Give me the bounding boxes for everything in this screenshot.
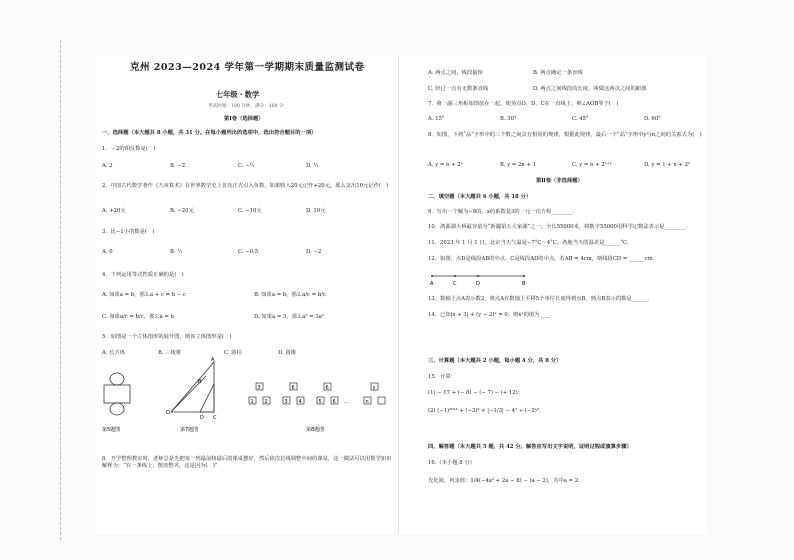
option: B. 三棱锥 bbox=[158, 350, 182, 356]
figure-caption: 第5题图 bbox=[102, 427, 121, 433]
option: C. y = n + 2ⁿ⁺¹ bbox=[572, 162, 612, 168]
grid-number: 6 bbox=[291, 385, 295, 391]
question-15: 15．计算： bbox=[428, 374, 456, 380]
column-divider bbox=[398, 56, 399, 534]
option: D. ½ bbox=[306, 163, 319, 169]
point-label: D bbox=[476, 281, 480, 287]
grid-number: 6 bbox=[325, 385, 329, 391]
option: C. −½ bbox=[238, 163, 255, 169]
point-label: D bbox=[200, 415, 204, 421]
question-5: 5．如图是一个立体图形的展开图，则该立体图形是( ) bbox=[102, 334, 232, 340]
question-15-2: (2) (−1)²⁰²⁴ + (−3)² × |−1/3| − 4² ÷ (−2)³． bbox=[428, 408, 545, 414]
option: B. 如果a = b，那么a/c = b/c bbox=[254, 292, 326, 298]
set-square-figure bbox=[171, 362, 214, 412]
grid-number: 6 bbox=[332, 399, 336, 405]
figures-row bbox=[96, 356, 396, 436]
grid-number: 3 bbox=[284, 399, 288, 405]
options-1 bbox=[102, 163, 374, 170]
option: A. 如果a = b，那么a + c = b − c bbox=[102, 292, 186, 298]
point-label: B bbox=[522, 281, 526, 287]
option: D. 两点之间线段的长度，叫做这两点之间的距离 bbox=[533, 86, 647, 92]
cylinder-net-figure bbox=[104, 373, 130, 415]
grid-number: 1 bbox=[250, 399, 254, 405]
option: C. −10元 bbox=[238, 208, 262, 214]
section2-heading: 二、填空题（本大题共 6 小题，共 18 分） bbox=[428, 194, 532, 200]
option: C. 经过一点有无数条直线 bbox=[428, 86, 489, 92]
exam-page bbox=[96, 56, 706, 534]
question-16-body: 先化简，再求值：1/4(−4a² + 2a − 8) − (a − 2)，其中a = 2． bbox=[428, 478, 584, 484]
question-11: 11．2023 年 1 月 1 日，北京当天气温是−7°C～4°C，各地当天的温差是______°C． bbox=[428, 240, 633, 246]
point-label: O bbox=[166, 410, 170, 416]
grid-number: 2 bbox=[264, 399, 268, 405]
option: B. −2 bbox=[170, 163, 186, 169]
option: C. 圆柱 bbox=[224, 350, 242, 356]
option: D. 10元 bbox=[306, 208, 326, 214]
option: A. 2 bbox=[102, 163, 113, 169]
question-1: 1．－2的相反数是( ) bbox=[102, 146, 156, 152]
point-label: B bbox=[198, 379, 202, 385]
option: B. y = 2n + 1 bbox=[500, 162, 537, 168]
options-3 bbox=[102, 249, 374, 256]
grade-subject: 七年级・数学 bbox=[216, 90, 260, 99]
question-3: 3．比−1小的数是( ) bbox=[102, 229, 155, 235]
option: A. 15° bbox=[428, 116, 445, 122]
option: A. y = n + 2ⁿ bbox=[428, 162, 463, 168]
option: C. 45° bbox=[572, 116, 589, 122]
section3-heading: 三、计算题（本大题共 2 小题，每小题 4 分，共 8 分） bbox=[428, 358, 562, 364]
ellipsis-dots: … bbox=[344, 399, 349, 405]
binding-margin bbox=[34, 40, 61, 540]
question-16: 16.（本小题 8 分） bbox=[428, 460, 475, 466]
option: D. −2 bbox=[306, 249, 322, 255]
question-12: 12．如图，点D是线段AB的中点，C是线段AD的中点，若AB = 4cm，则线段CD = ______cm． bbox=[428, 256, 659, 262]
grid-number: y bbox=[372, 385, 376, 391]
exam-meta: 考试时间：100 分钟，满分：100 分 bbox=[208, 104, 284, 109]
section1-heading: 一、选择题（本大题共 8 小题，共 31 分。在每小题列出的选项中，选出符合题目的一项） bbox=[102, 130, 317, 136]
option: A. 0 bbox=[102, 249, 113, 255]
section4-heading: 四、解答题（本大题共 5 题，共 42 分。解答应写出文字说明，证明过程或演算步骤） bbox=[428, 444, 632, 450]
grid-number: 3 bbox=[257, 385, 261, 391]
options-7 bbox=[428, 116, 712, 123]
option: D. y = 1 + n + 2ⁿ bbox=[644, 162, 691, 168]
question-6: 6．开学整理教室时，老师总是先把每一列最前和最后的课桌摆好，然后依次拉线调整中间的课桌，这一做法可以用数学知识解释为：“在一条线上，摆放整齐，这是因为( )” bbox=[102, 456, 392, 469]
grid-number: n bbox=[365, 399, 369, 405]
part2-heading: 第Ⅱ卷（非选择题） bbox=[536, 178, 583, 184]
question-10: 10．鸿源湖大桥最容量为“新疆第五大家湖”之一，全长55000米，将数字55000用科学记数法表示是________． bbox=[428, 224, 692, 230]
option: D. 如果a = 3，那么a² = 3a² bbox=[254, 314, 324, 320]
question-4: 4．下列运用等式性质正确的是( ) bbox=[102, 272, 184, 278]
grid-number: 5 bbox=[318, 399, 322, 405]
option: B. ½ bbox=[170, 249, 183, 255]
option: B. 30° bbox=[500, 116, 517, 122]
option: A. +20元 bbox=[102, 208, 126, 214]
option: D. 60° bbox=[644, 116, 661, 122]
figure-caption: 第8题图 bbox=[306, 427, 325, 433]
question-14: 14．已知|x + 3| + (y − 2)² = 0，则xʸ的值为____． bbox=[428, 312, 556, 318]
option: A. 长方体 bbox=[102, 350, 126, 356]
question-9: 9．写出一个解为−8的，x的系数是3的一元一次方程________． bbox=[428, 209, 578, 215]
question-8: 8．如图，下列“品”字形中的三个数之间具有相同的规律，根据此规律，最后一个“品”字形中y与n之间的关系式为( ) bbox=[428, 132, 702, 138]
point-label: C bbox=[213, 415, 217, 421]
question-7: 7．将一副三角板如图放在一起，使顶点O、D、C在一直线上，则∠AOB等于( ) bbox=[428, 101, 619, 107]
question-2: 2．中国古代数学著作《九章算术》在世界数学史上首次正式引入负数，如果收入20元记作+20元，那么支出10元记作( ) bbox=[102, 183, 389, 189]
part1-heading: 第Ⅰ卷（选择题） bbox=[224, 116, 264, 122]
point-label: A bbox=[211, 357, 215, 363]
figure-caption: 第7题图 bbox=[180, 427, 199, 433]
option: C. −0.5 bbox=[238, 249, 259, 255]
options-8 bbox=[428, 162, 712, 169]
option: B. 两点确定一条直线 bbox=[533, 70, 583, 76]
option: D. 圆锥 bbox=[278, 350, 297, 356]
grid-number: 4 bbox=[298, 399, 302, 405]
option: B. −20元 bbox=[170, 208, 194, 214]
question-13: 13．数轴上点A表示数2，将点A在数轴上平移5个单位长度得到点B，则点B表示的数是______． bbox=[428, 296, 653, 302]
question-15-1: (1) − 17 + (− 8) − (− 7) − (+ 12)； bbox=[428, 390, 524, 396]
option: A. 两点之间，线段最短 bbox=[428, 70, 483, 76]
option: C. 如果a/c = b/c，那么a = b bbox=[102, 314, 174, 320]
segment-figure bbox=[428, 268, 548, 288]
options-2 bbox=[102, 208, 374, 215]
point-label: A bbox=[430, 281, 434, 287]
exam-title: 克州 2023—2024 学年第一学期期末质量监测试卷 bbox=[130, 62, 365, 73]
point-label: C bbox=[453, 281, 457, 287]
